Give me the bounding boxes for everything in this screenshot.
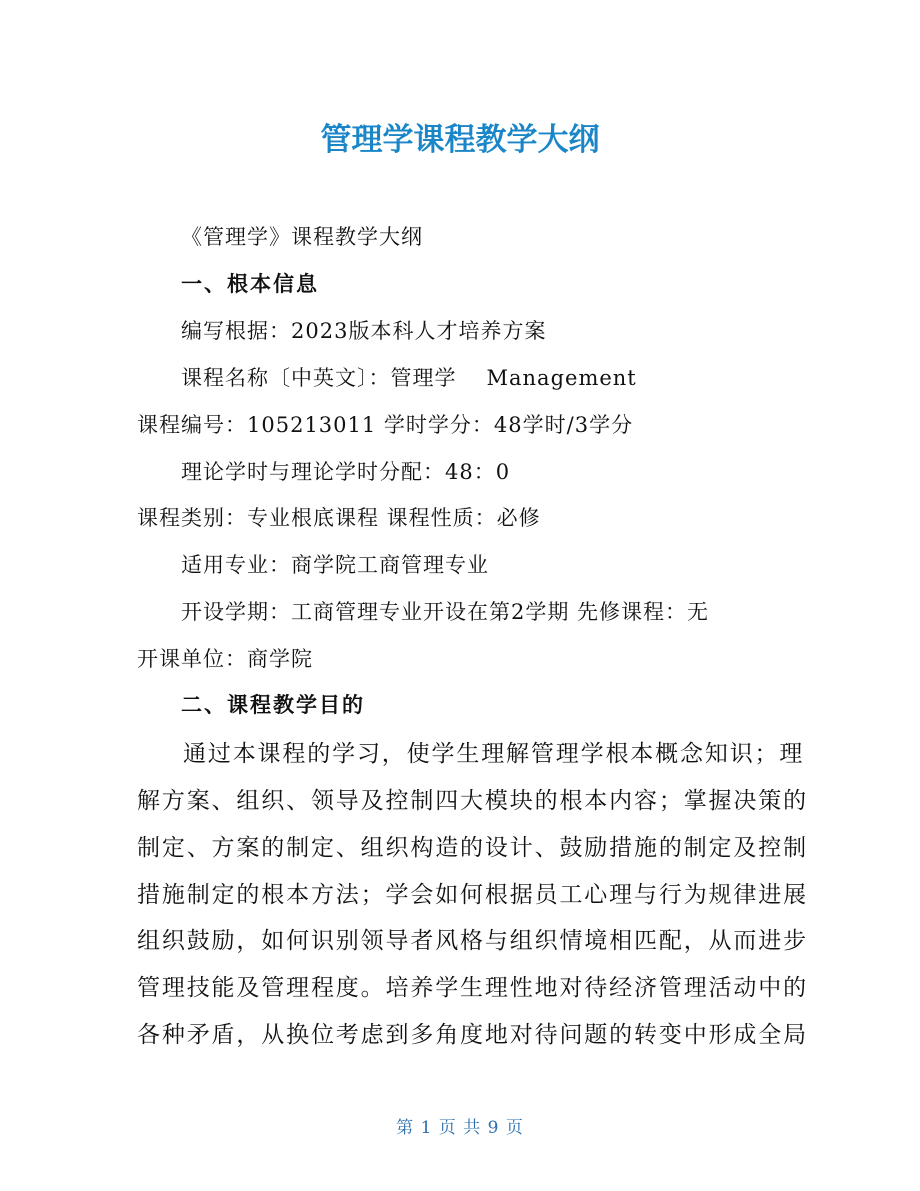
course-name-en: Management (486, 366, 637, 390)
major-row: 适用专业：商学院工商管理专业 (181, 553, 489, 577)
paragraph-line: 各种矛盾，从换位考虑到多角度地对待问题的转变中形成全局 (137, 1022, 808, 1048)
course-name-row (181, 362, 637, 392)
page-number-footer: 第 1 页 共 9 页 (396, 1118, 524, 1138)
section-heading-basic-info: 一、根本信息 (181, 272, 319, 296)
course-subtitle: 《管理学》课程教学大纲 (181, 225, 423, 249)
course-name-label: 课程名称〔中英文〕：管理学 (181, 366, 457, 390)
compile-basis: 编写根据：2023版本科人才培养方案 (181, 319, 547, 343)
paragraph-line: 解方案、组织、领导及控制四大模块的根本内容；掌握决策的 (137, 788, 808, 814)
section-heading-objectives: 二、课程教学目的 (181, 693, 365, 717)
paragraph-line: 组织鼓励，如何识别领导者风格与组织情境相匹配，从而进步 (137, 928, 808, 954)
paragraph-line: 管理技能及管理程度。培养学生理性地对待经济管理活动中的 (137, 975, 808, 1001)
document-title: 管理学课程教学大纲 (320, 122, 600, 158)
course-code-row: 课程编号：105213011 学时学分：48学时/3学分 (137, 413, 634, 437)
semester-row: 开设学期：工商管理专业开设在第2学期 先修课程：无 (181, 600, 710, 624)
course-type-row: 课程类别：专业根底课程 课程性质：必修 (137, 506, 541, 530)
paragraph-line: 措施制定的根本方法；学会如何根据员工心理与行为规律进展 (137, 882, 808, 908)
paragraph-line: 制定、方案的制定、组织构造的设计、鼓励措施的制定及控制 (137, 835, 808, 861)
unit-row: 开课单位：商学院 (137, 647, 313, 671)
hours-split-row: 理论学时与理论学时分配：48：0 (181, 460, 511, 484)
paragraph-line: 通过本课程的学习，使学生理解管理学根本概念知识；理 (183, 741, 805, 767)
